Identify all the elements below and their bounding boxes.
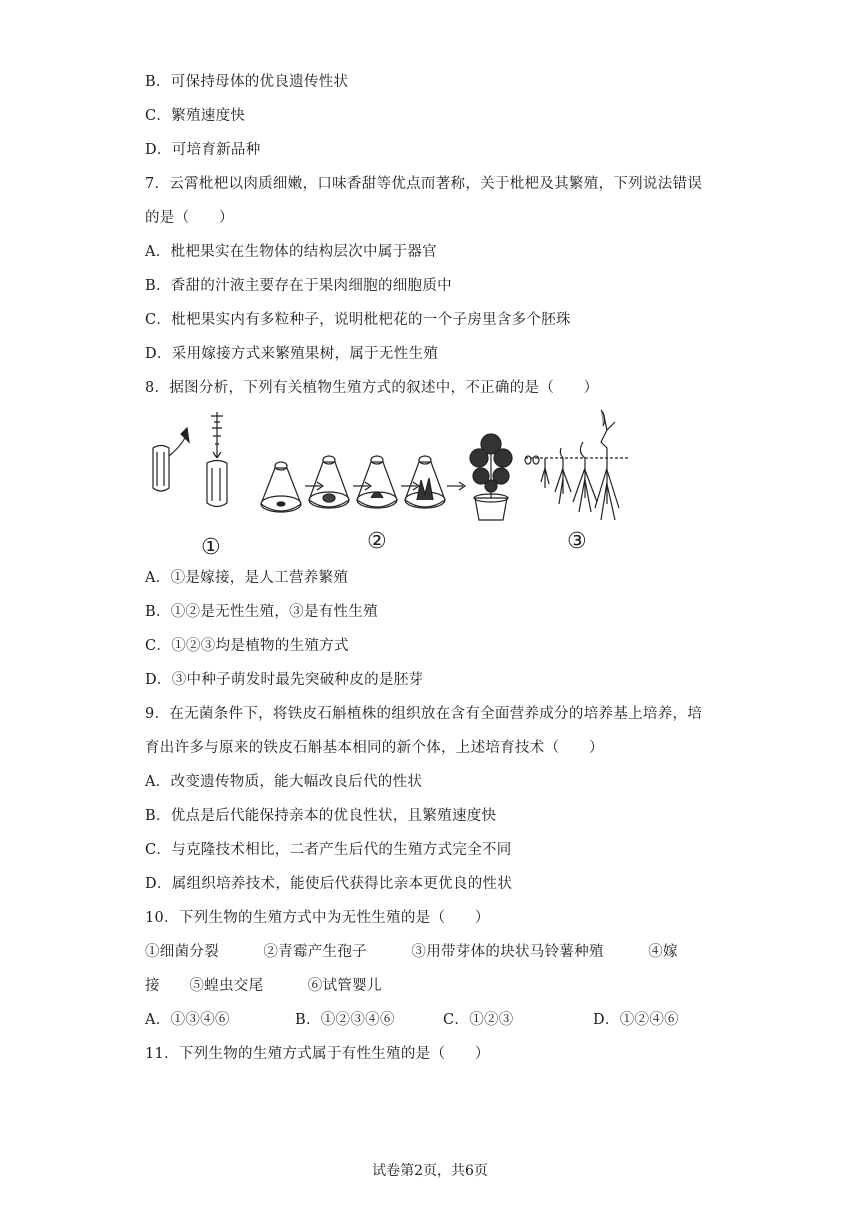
option-9c: C．与克隆技术相比，二者产生后代的生殖方式完全不同 — [145, 842, 512, 858]
option-7b: B．香甜的汁液主要存在于果肉细胞的细胞质中 — [145, 278, 452, 294]
option-7d: D．采用嫁接方式来繁殖果树，属于无性生殖 — [145, 346, 439, 362]
option-7a: A．枇杷果实在生物体的结构层次中属于器官 — [145, 244, 437, 260]
question-8-stem: 8．据图分析，下列有关植物生殖方式的叙述中，不正确的是（ ） — [145, 380, 599, 396]
question-9-stem-1: 9．在无菌条件下，将铁皮石斛植株的组织放在含有全面营养成分的培养基上培养，培 — [145, 706, 703, 722]
option-9a: A．改变遗传物质，能大幅改良后代的性状 — [145, 774, 423, 790]
figure-label-3: ③ — [567, 529, 587, 554]
question-10-items-2: 接 ⑤蝗虫交尾 ⑥试管婴儿 — [145, 978, 382, 994]
question-7-stem-1: 7．云霄枇杷以肉质细嫩，口味香甜等优点而著称，关于枇杷及其繁殖，下列说法错误 — [145, 176, 703, 192]
question-10-options — [145, 1010, 679, 1030]
option-10a: A．①③④⑥ — [145, 1012, 230, 1028]
question-11-stem: 11．下列生物的生殖方式属于有性生殖的是（ ） — [145, 1046, 490, 1062]
option-8c: C．①②③均是植物的生殖方式 — [145, 638, 349, 654]
question-10-items-1: ①细菌分裂 ②青霉产生孢子 ③用带芽体的块状马铃薯种殖 ④嫁 — [145, 944, 678, 960]
question-7-stem-2: 的是（ ） — [145, 210, 234, 226]
option-6c: C．繁殖速度快 — [145, 108, 246, 124]
grafting-illustration — [153, 412, 227, 507]
option-8b: B．①②是无性生殖，③是有性生殖 — [145, 604, 378, 620]
seed-germination-illustration — [525, 410, 630, 520]
option-6d: D．可培育新品种 — [145, 142, 261, 158]
option-6b: B．可保持母体的优良遗传性状 — [145, 74, 349, 90]
question-9-stem-2: 育出许多与原来的铁皮石斛基本相同的新个体，上述培育技术（ ） — [145, 740, 604, 756]
page-footer: 试卷第2页，共6页 — [372, 1163, 488, 1179]
option-10b: B．①②③④⑥ — [295, 1012, 395, 1028]
figure-label-2: ② — [367, 529, 387, 554]
option-8d: D．③中种子萌发时最先突破种皮的是胚芽 — [145, 672, 424, 688]
option-8a: A．①是嫁接，是人工营养繁殖 — [145, 570, 349, 586]
option-10c: C．①②③ — [443, 1012, 514, 1028]
tissue-culture-illustration — [261, 434, 512, 520]
option-9b: B．优点是后代能保持亲本的优良性状，且繁殖速度快 — [145, 808, 497, 824]
question-10-stem: 10．下列生物的生殖方式中为无性生殖的是（ ） — [145, 910, 490, 926]
plant-reproduction-figure — [145, 408, 645, 560]
option-7c: C．枇杷果实内有多粒种子，说明枇杷花的一个子房里含多个胚珠 — [145, 312, 571, 328]
option-10d: D．①②④⑥ — [593, 1012, 679, 1028]
figure-label-1: ① — [201, 535, 221, 560]
option-9d: D．属组织培养技术，能使后代获得比亲本更优良的性状 — [145, 876, 513, 892]
